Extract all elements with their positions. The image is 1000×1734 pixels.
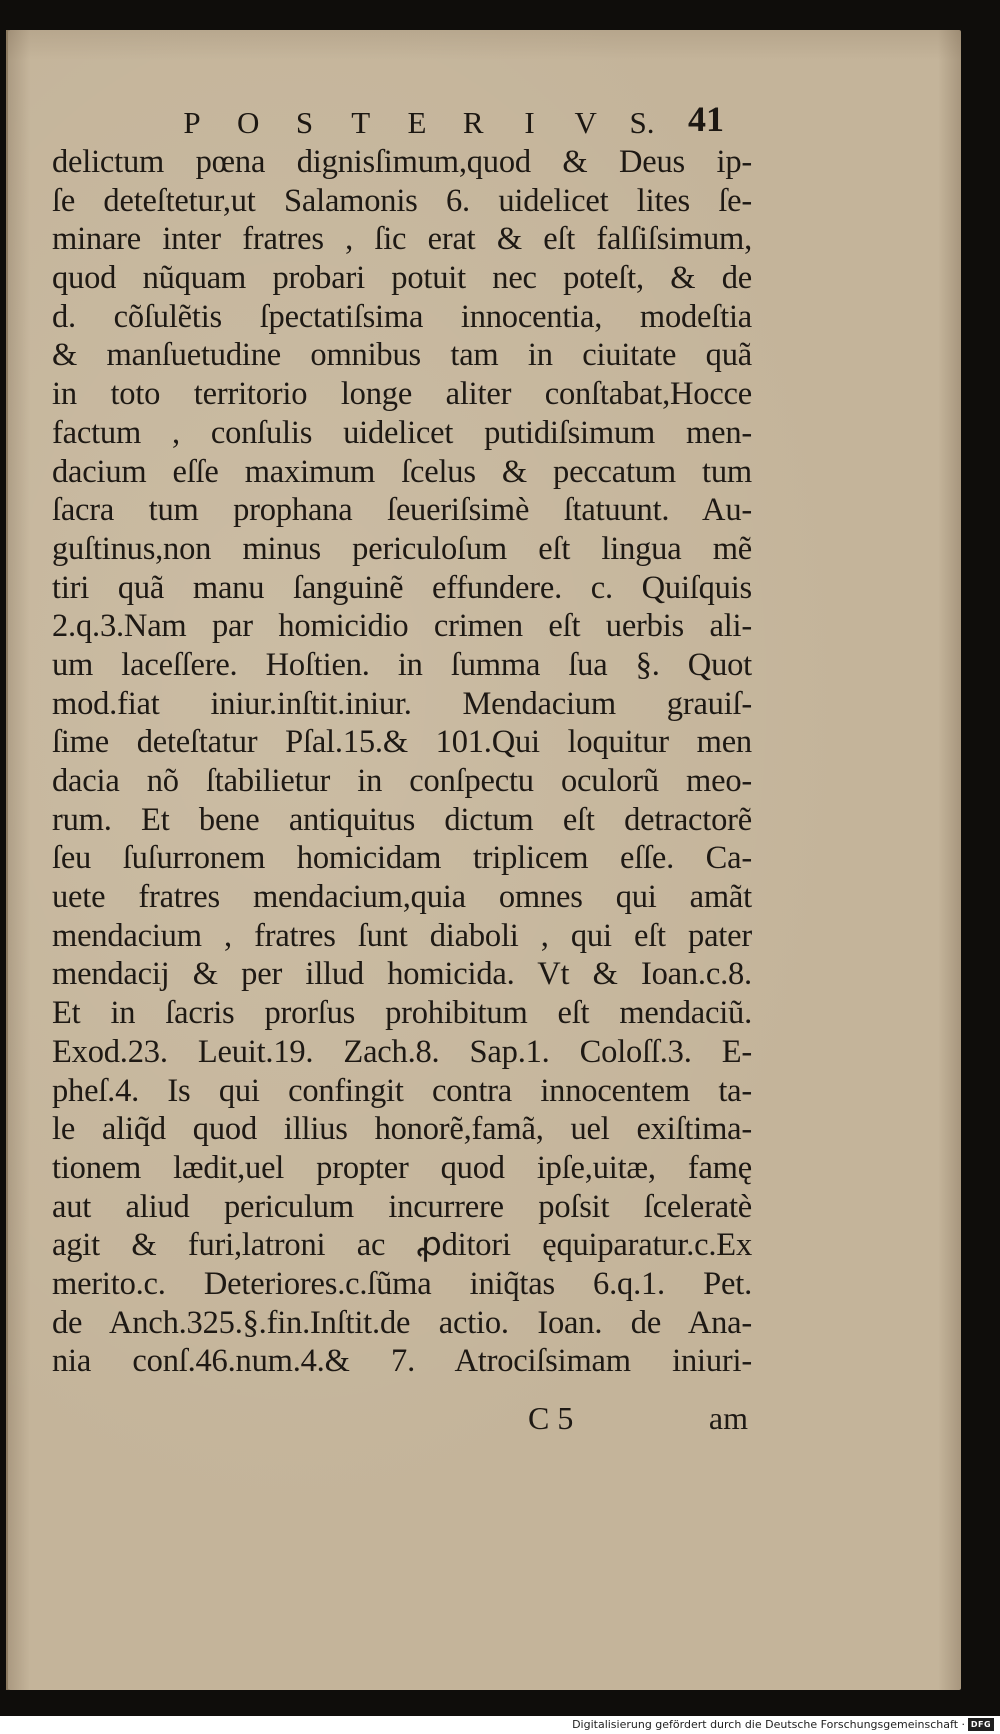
text-line: de Anch.325.§.fin.Inſtit.de actio. Ioan. de Ana-	[52, 1304, 752, 1341]
dfg-logo: DFG	[968, 1718, 994, 1731]
signature-mark: C 5	[528, 1400, 574, 1436]
text-line: agit & furi,latroni ac ꝓditori ęquiparatur.c.Ex	[52, 1227, 752, 1264]
text-line: ſacra tum prophana ſeueriſsimè ſtatuunt. Au-	[52, 492, 752, 529]
running-head-letter: T	[351, 105, 371, 140]
text-line: dacia nõ ſtabilietur in conſpectu oculorũ meo-	[52, 763, 752, 799]
text-line: in toto territorio longe aliter conſtabat,Hocce	[52, 376, 752, 413]
text-line: rum. Et bene antiquitus dictum eſt detractorẽ	[52, 801, 752, 838]
text-line: tionem lædit,uel propter quod ipſe,uitæ, famę	[52, 1149, 752, 1186]
text-line: & manſuetudine omnibus tam in ciuitate quã	[52, 337, 752, 374]
running-head-letter: S	[295, 105, 314, 140]
text-line: ſeu ſuſurronem homicidam triplicem eſſe. Ca-	[52, 840, 752, 877]
text-line: ſe deteſtetur,ut Salamonis 6. uidelicet lites ſe-	[52, 182, 752, 219]
text-line: um laceſſere. Hoſtien. in ſumma ſua §. Quot	[52, 646, 752, 683]
running-head-letter: O	[237, 105, 260, 140]
text-line: merito.c. Deteriores.c.ſũma iniq̃tas 6.q.1. Pet.	[52, 1265, 752, 1302]
text-line: minare inter fratres , ſic erat & eſt falſiſsimum,	[52, 221, 752, 258]
text-line: le aliq̃d quod illius honorẽ,famã, uel exiſtima-	[52, 1111, 752, 1148]
running-head-letter: R	[462, 105, 484, 140]
text-line: nia conſ.46.num.4.& 7. Atrociſsimam iniuri-	[52, 1343, 752, 1380]
text-line: Et in ſacris prorſus prohibitum eſt mendaciũ.	[52, 995, 752, 1032]
text-line: mod.fiat iniur.inſtit.iniur. Mendacium grauiſ-	[52, 685, 752, 722]
funding-credit: Digitalisierung gefördert durch die Deutsche Forschungsgemeinschaft ·	[572, 1718, 965, 1731]
running-head-letter: P	[183, 105, 201, 140]
catch-line	[520, 1400, 748, 1440]
running-head-letter: I	[524, 105, 535, 140]
running-head-letter: S.	[629, 105, 655, 140]
running-head-letter: V	[574, 105, 597, 140]
text-line: factum , conſulis uidelicet putidiſsimum men-	[52, 414, 752, 451]
text-line: Exod.23. Leuit.19. Zach.8. Sap.1. Coloſſ.3. E-	[52, 1033, 752, 1070]
body-text	[52, 143, 752, 1381]
catchword: am	[708, 1400, 748, 1436]
text-line: mendacij & per illud homicida. Vt & Ioan.c.8.	[52, 956, 752, 993]
text-line: mendacium , fratres ſunt diaboli , qui eſt pater	[52, 917, 752, 954]
running-head	[172, 100, 662, 146]
running-head-letter: E	[407, 105, 427, 140]
text-line: pheſ.4. Is qui confingit contra innocentem ta-	[52, 1072, 752, 1109]
text-line: uete fratres mendacium,quia omnes qui amãt	[52, 879, 752, 916]
text-line: 2.q.3.Nam par homicidio crimen eſt uerbis ali-	[52, 608, 752, 645]
text-line: aut aliud periculum incurrere poſsit ſceleratè	[52, 1188, 752, 1225]
footer-bar	[0, 1716, 1000, 1734]
text-line: guſtinus,non minus periculoſum eſt lingua mẽ	[52, 530, 752, 567]
page-number: 41	[688, 99, 724, 139]
text-line: quod nũquam probari potuit nec poteſt, & de	[52, 260, 752, 297]
text-line: delictum pœna dignisſimum,quod & Deus ip-	[52, 144, 752, 180]
text-line: tiri quã manu ſanguinẽ effundere. c. Quiſquis	[52, 569, 752, 606]
text-line: ſime deteſtatur Pſal.15.& 101.Qui loquitur men	[52, 724, 752, 761]
text-line: d. cõſulẽtis ſpectatiſsima innocentia, modeſtia	[52, 298, 752, 335]
text-line: dacium eſſe maximum ſcelus & peccatum tum	[52, 453, 752, 490]
